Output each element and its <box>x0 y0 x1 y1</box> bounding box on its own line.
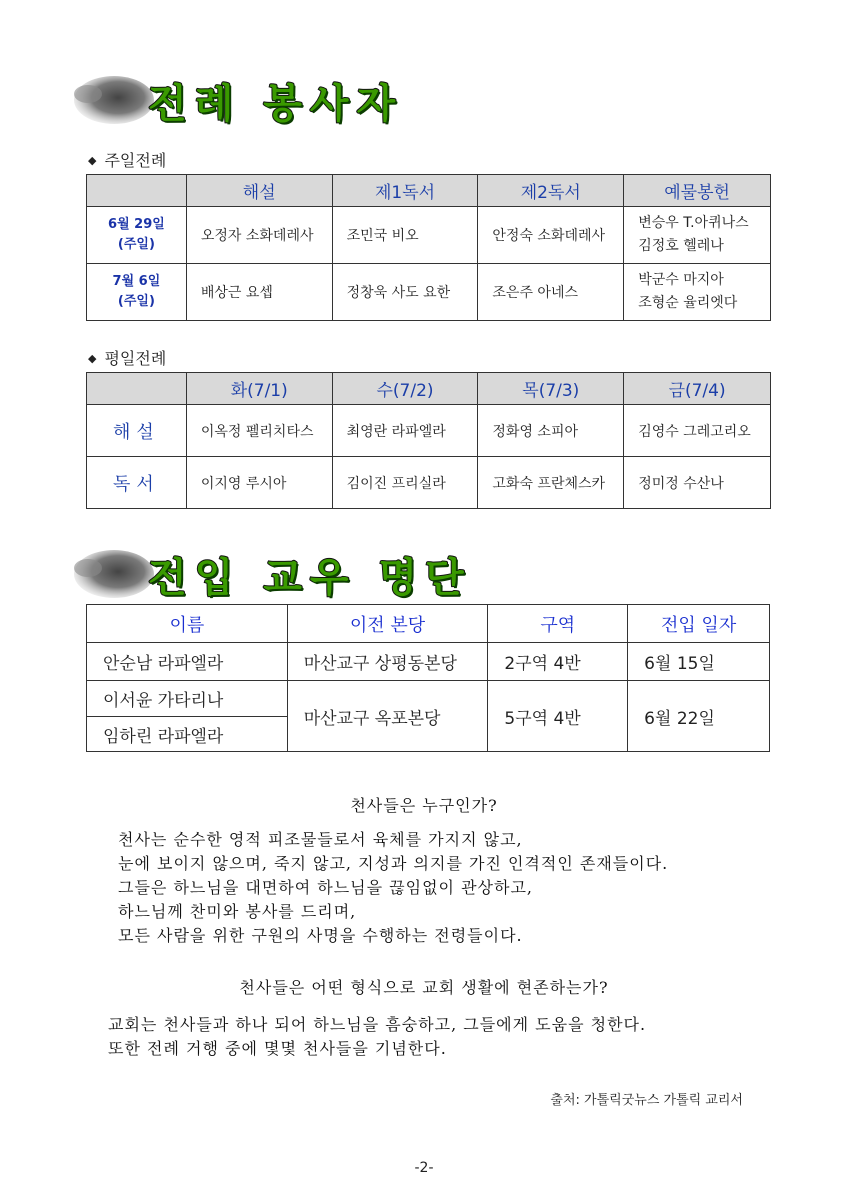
column-header: 전입 일자 <box>628 605 770 643</box>
column-header: 해설 <box>186 175 332 207</box>
page-number: -2- <box>414 1160 434 1176</box>
table-row <box>87 643 770 681</box>
source-citation: 출처: 가톨릭굿뉴스 가톨릭 교리서 <box>550 1093 743 1108</box>
column-header: 제2독서 <box>478 175 624 207</box>
angels-question-1: 천사들은 누구인가? <box>350 796 498 815</box>
column-header: 금(7/4) <box>624 373 771 405</box>
district-cell: 5구역 4반 <box>488 681 628 752</box>
weekday-schedule-table <box>86 372 771 509</box>
commentator-cell: 오정자 소화데레사 <box>186 207 332 264</box>
ink-blot-icon <box>66 66 156 128</box>
section-title: 전입 교우 명단 <box>148 555 472 601</box>
name-cell: 정화영 소피아 <box>478 405 624 457</box>
date-cell: 6월 22일 <box>628 681 770 752</box>
column-header: 이전 본당 <box>287 605 488 643</box>
ink-blot-icon <box>66 540 156 602</box>
name-cell: 김이진 프리실라 <box>332 457 478 509</box>
reader2-cell: 안정숙 소화데레사 <box>478 207 624 264</box>
header-corner <box>87 373 187 405</box>
diamond-bullet-icon: ◆ <box>88 154 97 167</box>
offering-cell: 박군수 마지아 조형순 율리엣다 <box>624 264 771 321</box>
parish-cell: 마산교구 옥포본당 <box>287 681 488 752</box>
offering-cell: 변승우 T.아퀴나스 김정호 헬레나 <box>624 207 771 264</box>
table-row <box>87 264 771 321</box>
column-header: 목(7/3) <box>478 373 624 405</box>
weekday-label: ◆ 평일전례 <box>88 349 167 368</box>
sunday-schedule-table <box>86 174 771 321</box>
name-cell: 정미정 수산나 <box>624 457 771 509</box>
role-cell: 독서 <box>87 457 187 509</box>
angels-paragraph-2: 교회는 천사들과 하나 되어 하느님을 흠숭하고, 그들에게 도움을 청한다. 또한 전례 거행 중에 몇몇 천사들을 기념한다. <box>108 1015 647 1058</box>
reader1-cell: 정창욱 사도 요한 <box>332 264 478 321</box>
sunday-label: ◆ 주일전례 <box>88 151 167 170</box>
name-cell: 김영수 그레고리오 <box>624 405 771 457</box>
reader1-cell: 조민국 비오 <box>332 207 478 264</box>
date-cell: 6월 29일 (주일) <box>87 207 187 264</box>
commentator-cell: 배상근 요셉 <box>186 264 332 321</box>
table-row <box>87 405 771 457</box>
angels-question-2: 천사들은 어떤 형식으로 교회 생활에 현존하는가? <box>239 978 609 997</box>
reader2-cell: 조은주 아네스 <box>478 264 624 321</box>
column-header: 제1독서 <box>332 175 478 207</box>
name-cell: 이지영 루시아 <box>186 457 332 509</box>
transfer-table <box>86 604 770 752</box>
column-header: 화(7/1) <box>186 373 332 405</box>
header-corner <box>87 175 187 207</box>
table-row <box>87 681 770 717</box>
role-cell: 해설 <box>87 405 187 457</box>
parish-cell: 마산교구 상평동본당 <box>287 643 488 681</box>
column-header: 이름 <box>87 605 288 643</box>
angels-paragraph-1: 천사는 순수한 영적 피조물들로서 육체를 가지지 않고, 눈에 보이지 않으며, 죽지 않고, 지성과 의지를 가진 인격적인 존재들이다. 그들은 하느님을 대면하여 하느님을 끊임없이 관상하고, 하느님께 찬미와 봉사를 드리며, 모든 사람을 위한 구원의 사명을 수행하는 전령들이다. <box>118 830 669 945</box>
name-cell: 이서윤 가타리나 <box>87 681 288 717</box>
name-cell: 고화숙 프란체스카 <box>478 457 624 509</box>
table-row <box>87 457 771 509</box>
table-row <box>87 207 771 264</box>
name-cell: 이옥정 펠리치타스 <box>186 405 332 457</box>
date-cell: 6월 15일 <box>628 643 770 681</box>
name-cell: 임하린 라파엘라 <box>87 717 288 752</box>
section-title: 전례 봉사자 <box>148 81 404 127</box>
name-cell: 최영란 라파엘라 <box>332 405 478 457</box>
column-header: 구역 <box>488 605 628 643</box>
diamond-bullet-icon: ◆ <box>88 352 97 365</box>
name-cell: 안순남 라파엘라 <box>87 643 288 681</box>
column-header: 수(7/2) <box>332 373 478 405</box>
date-cell: 7월 6일 (주일) <box>87 264 187 321</box>
column-header: 예물봉헌 <box>624 175 771 207</box>
district-cell: 2구역 4반 <box>488 643 628 681</box>
